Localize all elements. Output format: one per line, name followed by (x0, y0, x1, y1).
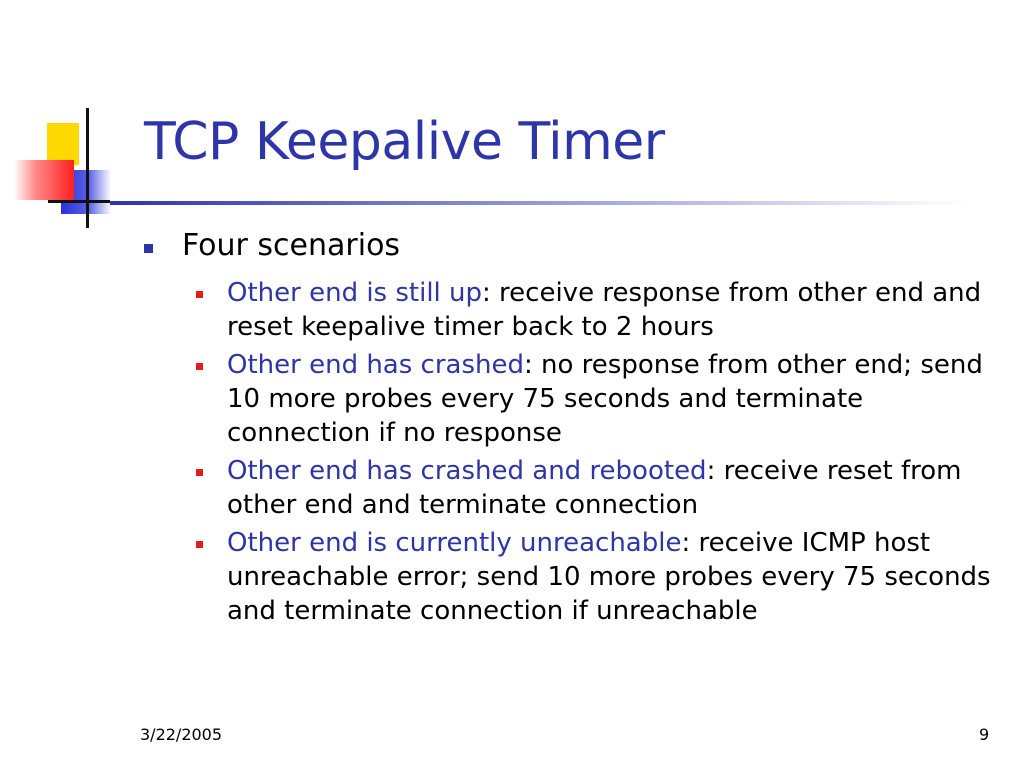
square-bullet-icon (196, 541, 203, 548)
footer-date: 3/22/2005 (140, 725, 223, 744)
scenario-list (196, 276, 996, 632)
scenario-text: : no response from other end; send 10 more probes every 75 seconds and terminate connection if no response (227, 350, 983, 448)
logo-red-block (14, 160, 74, 200)
scenario-text: : receive response from other end and reset keepalive timer back to 2 hours (227, 278, 982, 342)
square-bullet-icon (196, 291, 203, 298)
scenario-item (196, 526, 996, 628)
scenario-item (196, 454, 996, 522)
page-number: 9 (979, 725, 990, 744)
scenario-text: : receive reset from other end and terminate connection (227, 456, 962, 520)
logo-yellow-block (47, 123, 79, 165)
square-bullet-icon (144, 244, 153, 253)
scenario-highlight: Other end is still up (227, 278, 483, 308)
square-bullet-icon (196, 363, 203, 370)
logo-vertical-line (86, 108, 89, 228)
main-bullet-text: Four scenarios (182, 228, 401, 263)
scenario-highlight: Other end has crashed and rebooted (227, 456, 707, 486)
scenario-item (196, 348, 996, 450)
square-bullet-icon (196, 469, 203, 476)
title-underline (110, 201, 970, 205)
scenario-highlight: Other end has crashed (227, 350, 524, 380)
scenario-highlight: Other end is currently unreachable (227, 528, 682, 558)
logo-horizontal-line (48, 200, 110, 203)
slide-title: TCP Keepalive Timer (144, 112, 665, 172)
scenario-text: : receive ICMP host unreachable error; send 10 more probes every 75 seconds and terminate connection if unreachable (227, 528, 991, 626)
scenario-item (196, 276, 996, 344)
